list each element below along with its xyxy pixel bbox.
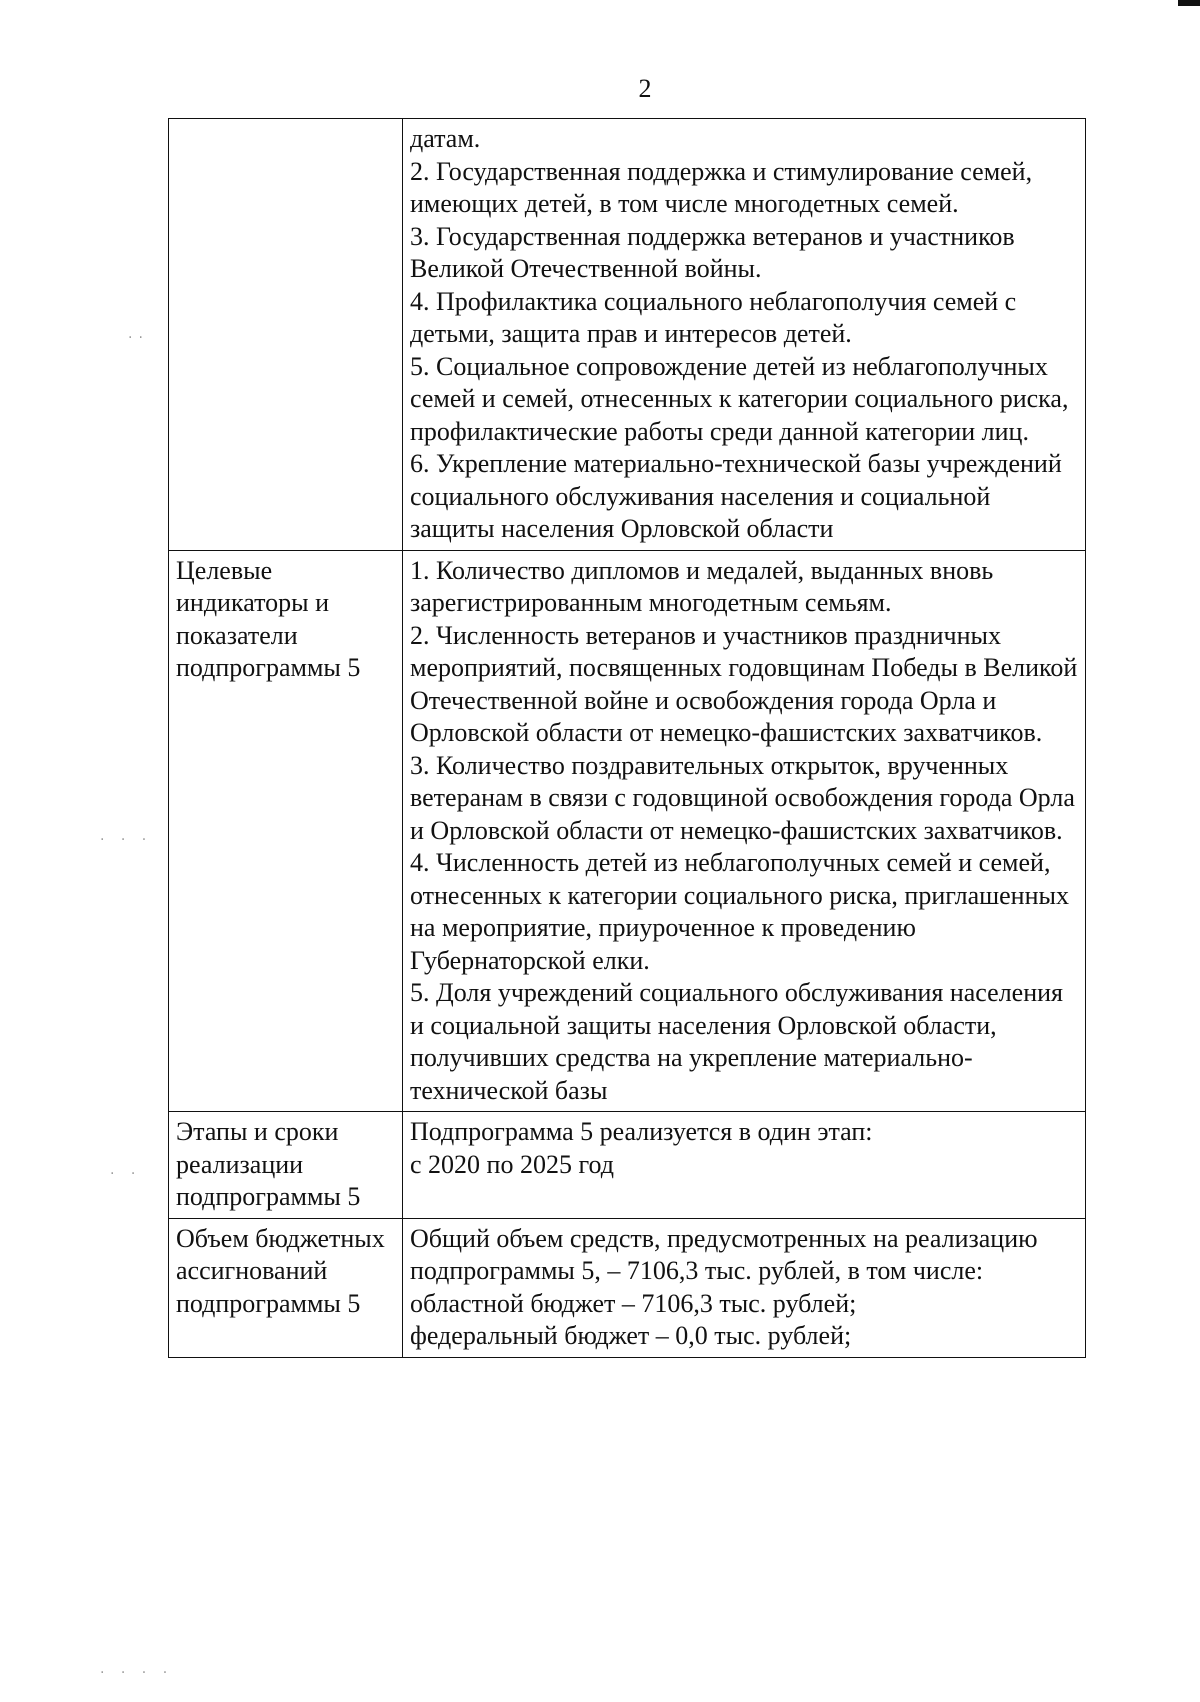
list-item: 2. Численность ветеранов и участников праздничных мероприятий, посвященных годовщинам Победы в Великой Отечественной войне и освобождения города Орла и Орловской области от немецко-фашистских захватчиков. (410, 620, 1078, 747)
row-content (403, 119, 1086, 551)
list-item: 4. Численность детей из неблагополучных семей и семей, отнесенных к категории социального риска, приглашенных на мероприятие, приуроченное к проведению Губернаторской елки. (410, 848, 1069, 975)
list-item: 3. Количество поздравительных открыток, врученных ветеранам в связи с годовщиной освобождения города Орла и Орловской области от немецко-фашистских захватчиков. (410, 750, 1075, 845)
list-item: 2. Государственная поддержка и стимулирование семей, имеющих детей, в том числе многодетных семей. (410, 156, 1033, 218)
row-content (403, 1218, 1086, 1357)
list-item: федеральный бюджет – 0,0 тыс. рублей; (410, 1321, 852, 1350)
page-number: 2 (638, 74, 652, 103)
scan-artifact: · · · (100, 832, 153, 848)
scan-artifact: · · (110, 1166, 142, 1182)
list-item: 3. Государственная поддержка ветеранов и участников Великой Отечественной войны. (410, 221, 1015, 283)
row-label: Объем бюджетных ассигнований подпрограммы 5 (169, 1218, 403, 1357)
list-item: 5. Социальное сопровождение детей из неблагополучных семей и семей, отнесенных к категории социального риска, профилактические работы среди данной категории лиц. (410, 351, 1069, 446)
list-item: 4. Профилактика социального неблагополучия семей с детьми, защита прав и интересов детей. (410, 286, 1017, 348)
subprogram-passport-table (168, 118, 1086, 1358)
row-content (403, 1112, 1086, 1219)
table-row (169, 119, 1086, 551)
table-row (169, 1112, 1086, 1219)
list-item: 1. Количество дипломов и медалей, выданных вновь зарегистрированным многодетным семьям. (410, 555, 994, 617)
list-item: Подпрограмма 5 реализуется в один этап: (410, 1117, 873, 1146)
list-item: датам. (410, 124, 481, 153)
scan-artifact: ·· (128, 330, 149, 346)
row-label: Этапы и сроки реализации подпрограммы 5 (169, 1112, 403, 1219)
row-content (403, 550, 1086, 1112)
table-row (169, 550, 1086, 1112)
list-item: 5. Доля учреждений социального обслуживания населения и социальной защиты населения Орловской области, получивших средства на укрепление материально-технической базы (410, 978, 1064, 1105)
list-item: областной бюджет – 7106,3 тыс. рублей; (410, 1288, 857, 1318)
scan-artifact: · · · · (100, 1665, 174, 1681)
list-item: Общий объем средств, предусмотренных на реализацию подпрограммы 5, – 7106,3 тыс. рублей, в том числе: (410, 1223, 1038, 1285)
row-label (169, 119, 403, 551)
row-label: Целевые индикаторы и показатели подпрограммы 5 (169, 550, 403, 1112)
corner-mark (1178, 0, 1200, 6)
list-item: с 2020 по 2025 год (410, 1149, 614, 1179)
list-item: 6. Укрепление материально-технической базы учреждений социального обслуживания населения и социальной защиты населения Орловской области (410, 449, 1062, 543)
table-row (169, 1218, 1086, 1357)
